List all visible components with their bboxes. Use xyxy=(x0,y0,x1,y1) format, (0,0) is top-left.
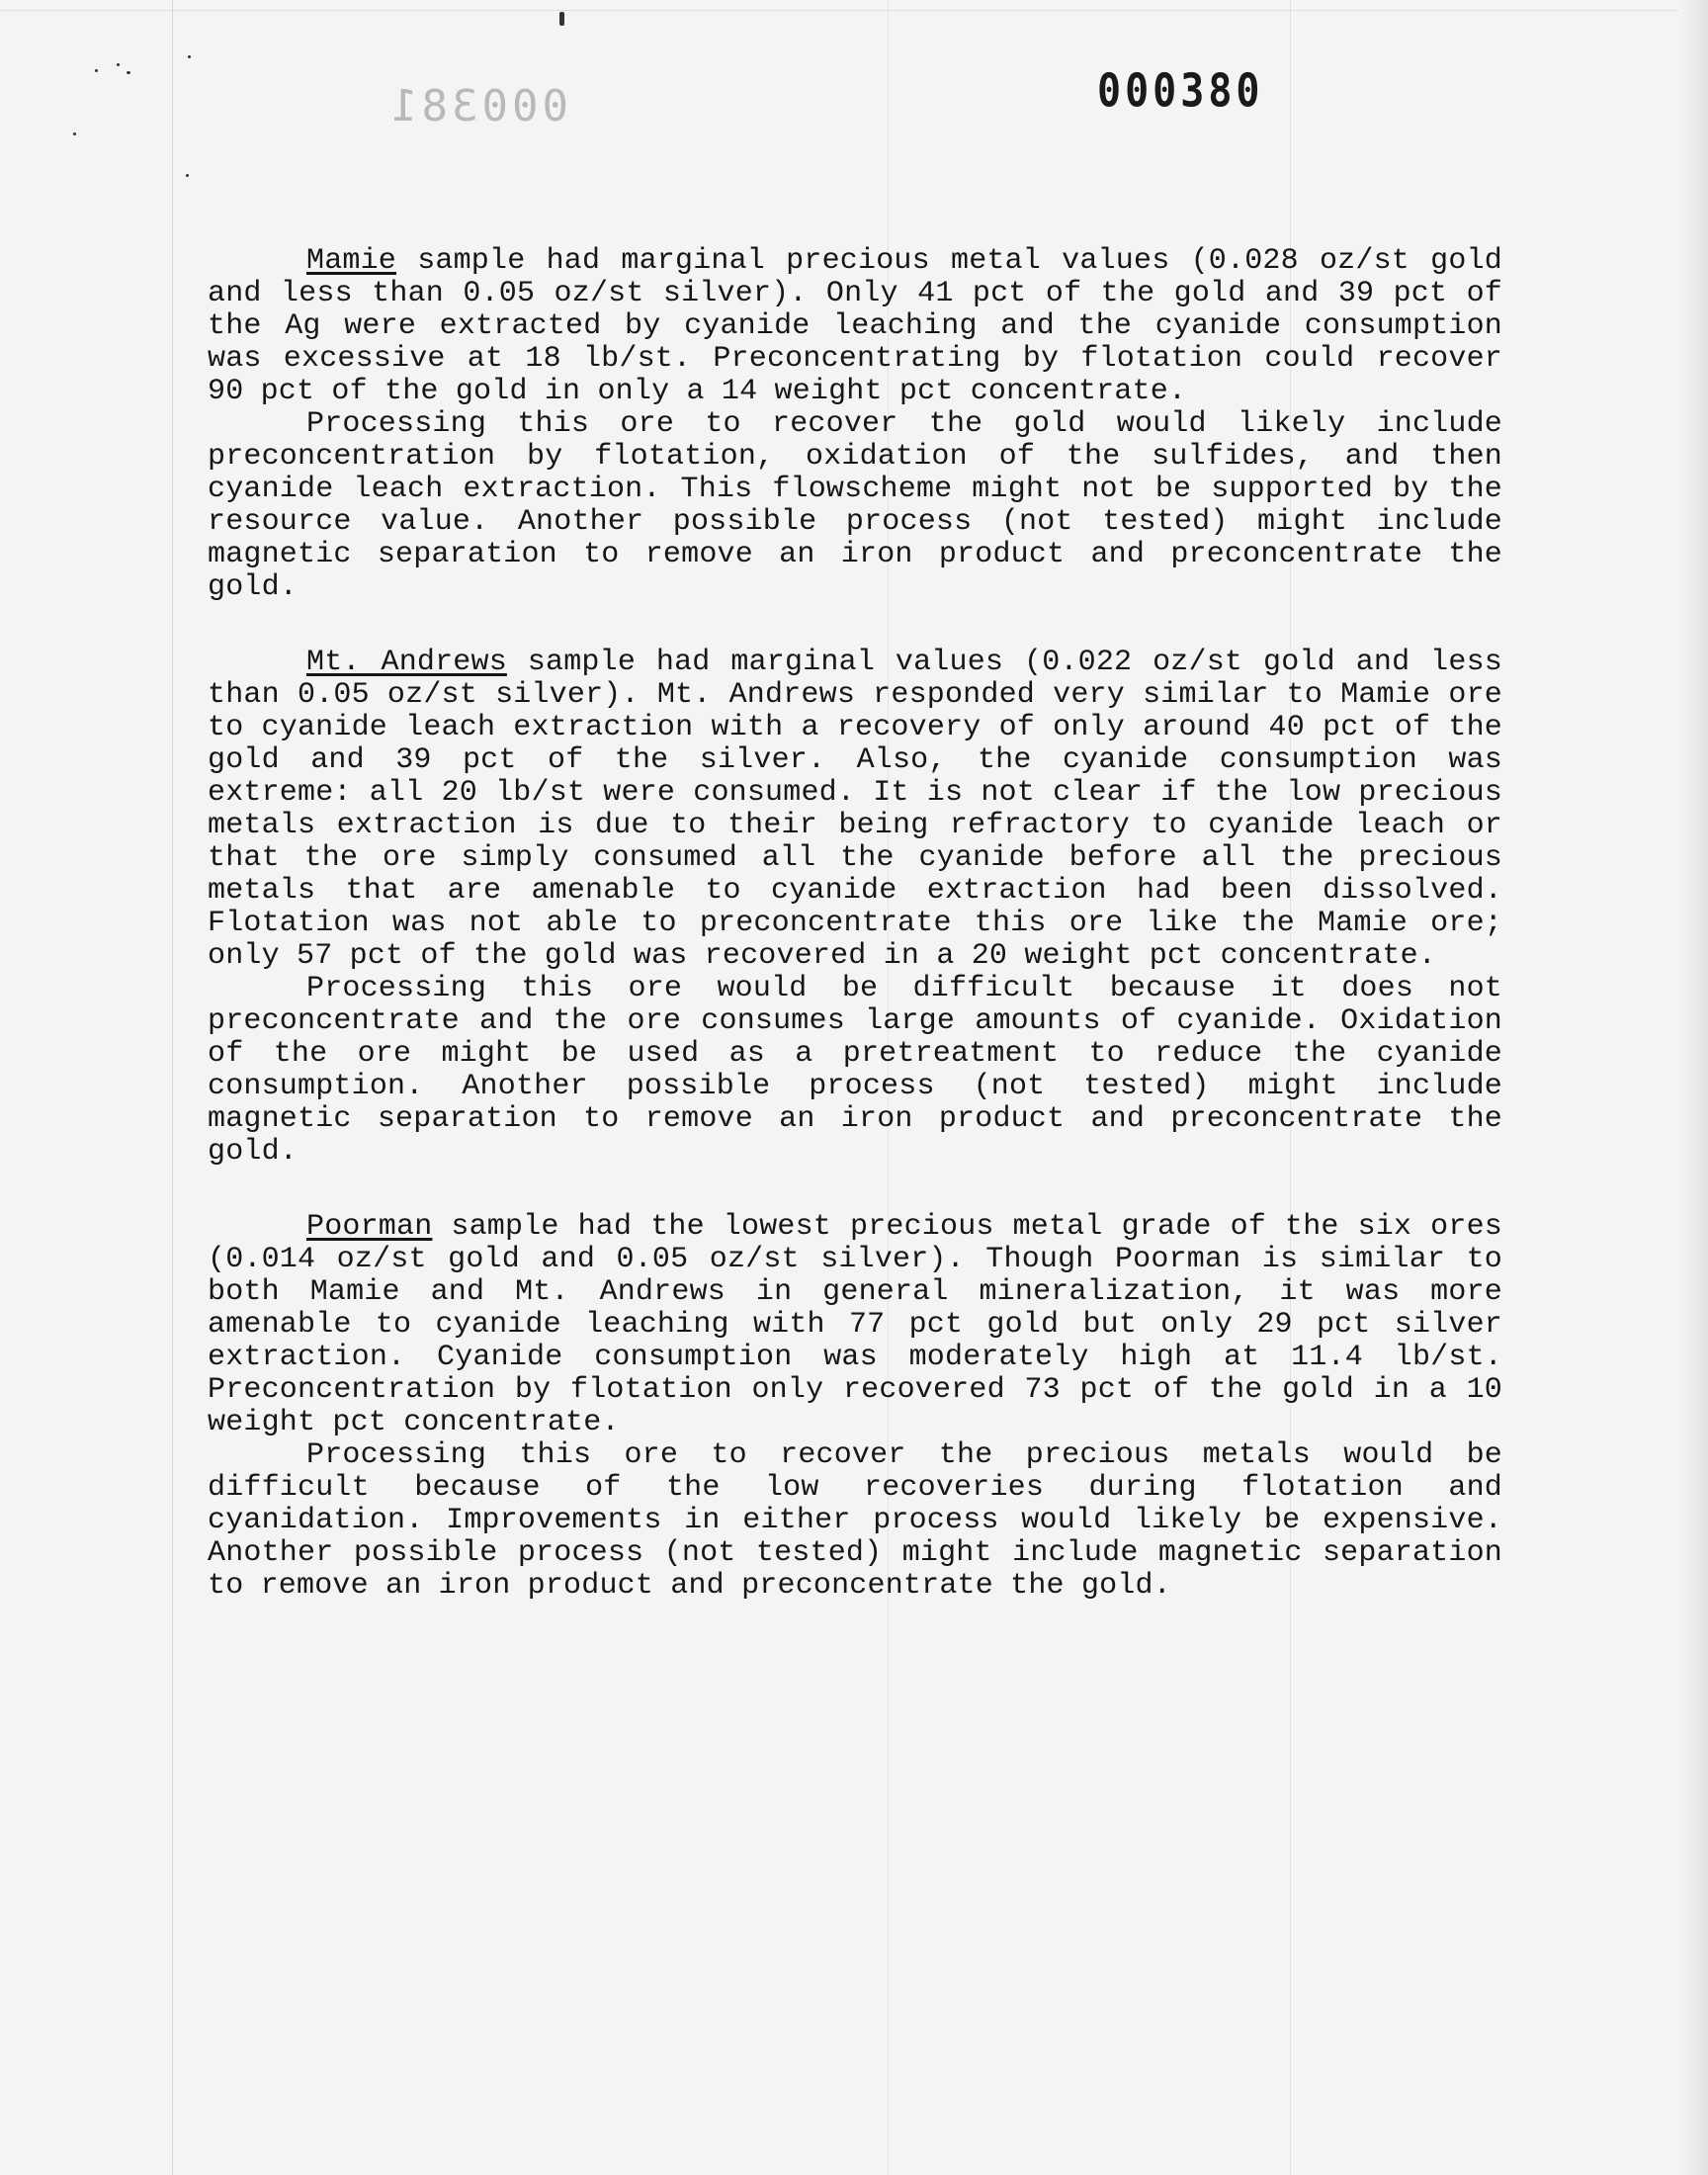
mamie-paragraph-1 xyxy=(208,245,1502,408)
page-number-stamp: 000380 xyxy=(1097,65,1264,118)
scan-right-edge xyxy=(1678,0,1708,2175)
bleed-through-page-number: 000381 xyxy=(387,81,568,131)
scan-edge-line xyxy=(0,10,1708,11)
mt-andrews-heading: Mt. Andrews xyxy=(306,646,507,679)
mt-andrews-paragraph-2: Processing this ore would be difficult because it does not preconcentrate and the ore consumes large amounts of cyanide. Oxidation of the ore might be used as a pretreatment to reduce the cyanide consumption. Another possible process (not tested) might include magnetic separation to remove an iron product and preconcentrate the gold. xyxy=(208,972,1502,1169)
scan-speck xyxy=(188,55,191,58)
mt-andrews-paragraph-1-text: sample had marginal values (0.022 oz/st gold and less than 0.05 oz/st silver). Mt. Andrews responded very similar to Mamie ore to cyanide leach extraction with a recovery of only around 40 pct of the gold and 39 pct of the silver. Also, the cyanide consumption was extreme: all 20 lb/st were consumed. It is not clear if the low precious metals extraction is due to their being refractory to cyanide leach or that the ore simply consumed all the cyanide before all the precious metals that are amenable to cyanide extraction had been dissolved. Flotation was not able to preconcentrate this ore like the Mamie ore; only 57 pct of the gold was recovered in a 20 weight pct concentrate. xyxy=(208,646,1502,973)
scan-fold-line xyxy=(172,0,173,2175)
poorman-heading: Poorman xyxy=(306,1210,433,1244)
mamie-heading: Mamie xyxy=(306,244,397,278)
scan-speck xyxy=(95,69,98,72)
document-body xyxy=(208,245,1502,1603)
mamie-paragraph-2: Processing this ore to recover the gold would likely include preconcentration by flotation, oxidation of the sulfides, and then cyanide leach extraction. This flowscheme might not be supported by the resource value. Another possible process (not tested) might include magnetic separation to remove an iron product and preconcentrate the gold. xyxy=(208,407,1502,604)
scan-speck xyxy=(186,174,189,177)
poorman-paragraph-2: Processing this ore to recover the precious metals would be difficult because of the low recoveries during flotation and cyanidation. Improvements in either process would likely be expensive. Another possible process (not tested) might include magnetic separation to remove an iron product and preconcentrate the gold. xyxy=(208,1438,1502,1603)
mt-andrews-paragraph-1 xyxy=(208,647,1502,973)
scan-speck xyxy=(117,63,120,66)
poorman-paragraph-1 xyxy=(208,1211,1502,1439)
scan-speck xyxy=(73,132,76,135)
mamie-paragraph-1-text: sample had marginal precious metal values (0.028 oz/st gold and less than 0.05 oz/st silver). Only 41 pct of the gold and 39 pct of the Ag were extracted by cyanide leaching and the cyanide consumption was excessive at 18 lb/st. Preconcentrating by flotation could recover 90 pct of the gold in only a 14 weight pct concentrate. xyxy=(208,244,1502,408)
scan-speck xyxy=(559,12,564,26)
poorman-paragraph-1-text: sample had the lowest precious metal grade of the six ores (0.014 oz/st gold and 0.05 oz/st silver). Though Poorman is similar to both Mamie and Mt. Andrews in general mineralization, it was more amenable to cyanide leaching with 77 pct gold but only 29 pct silver extraction. Cyanide consumption was moderately high at 11.4 lb/st. Preconcentration by flotation only recovered 73 pct of the gold in a 10 weight pct concentrate. xyxy=(208,1210,1502,1439)
scan-speck xyxy=(127,71,130,74)
